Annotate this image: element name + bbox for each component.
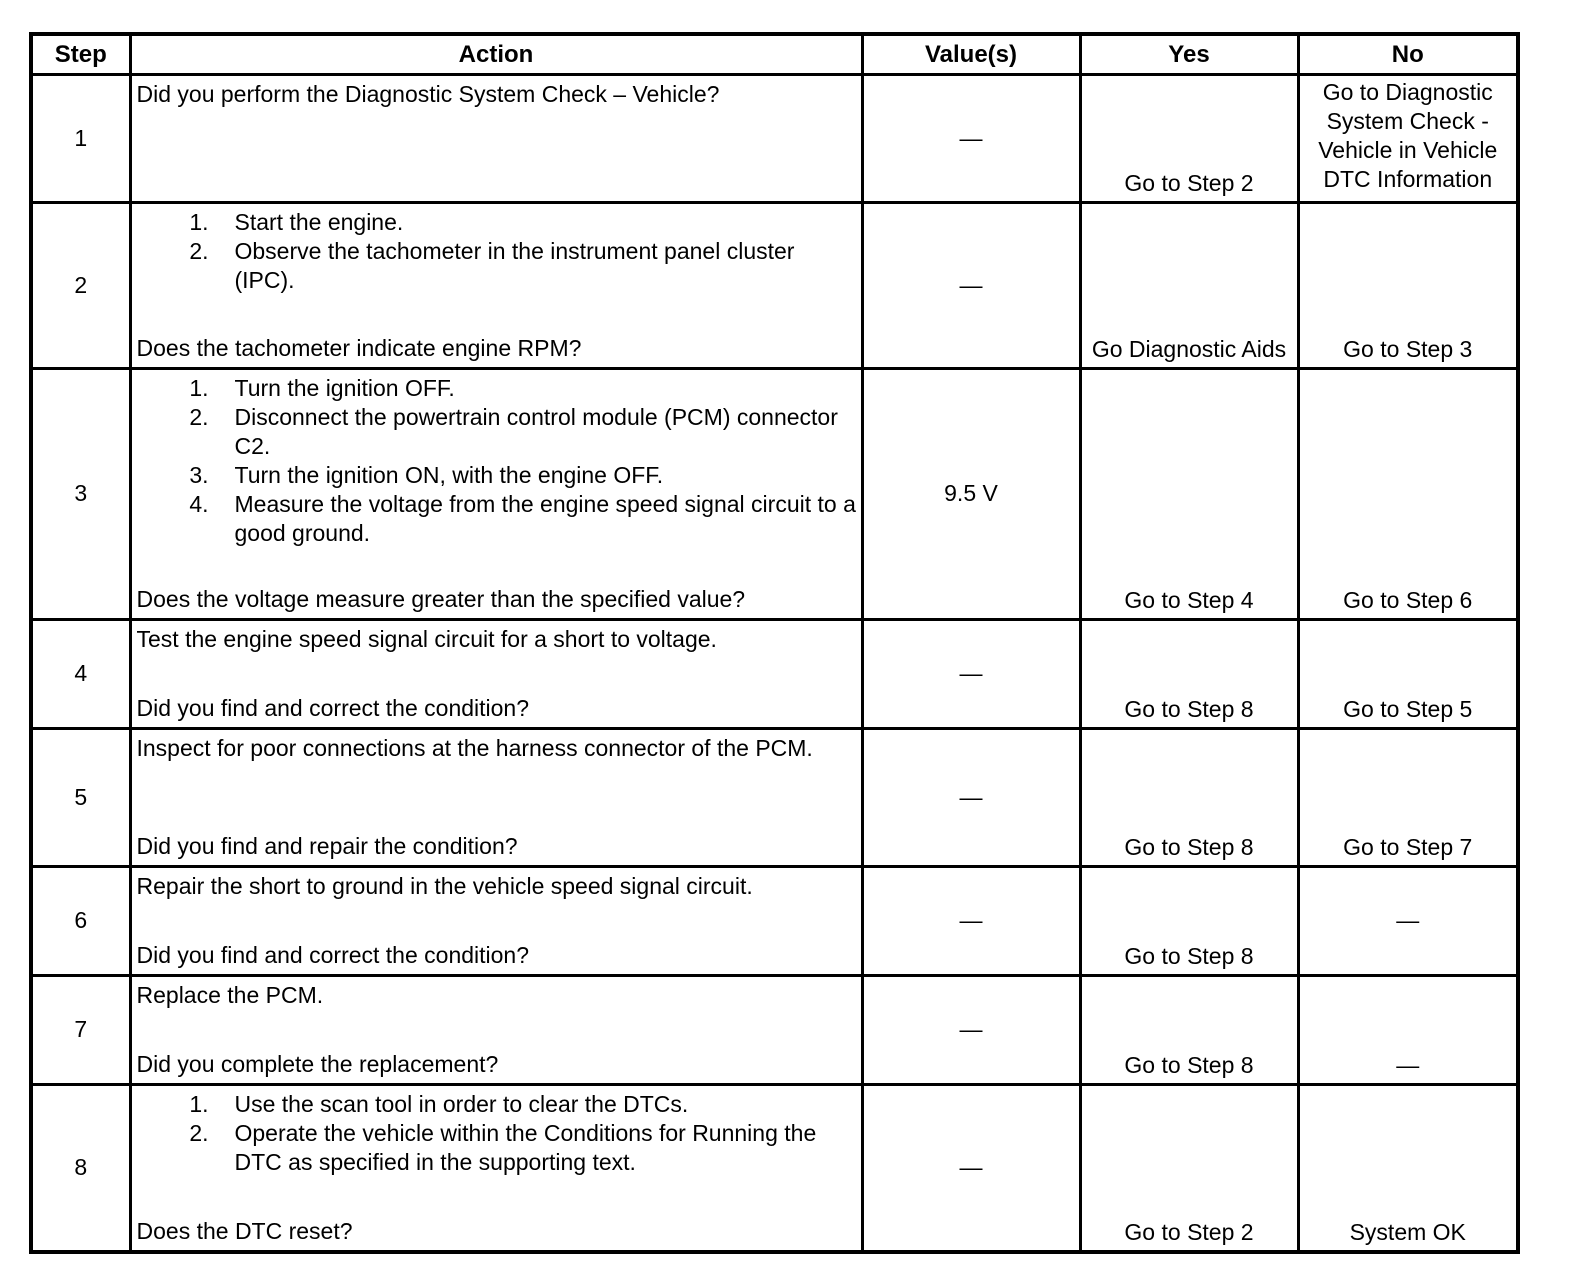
action-text: Replace the PCM. [136, 981, 324, 1008]
value-cell: — [862, 975, 1080, 1084]
action-content [137, 981, 857, 1079]
action-content [137, 374, 857, 614]
table-row [31, 74, 1518, 202]
header-yes: Yes [1080, 34, 1298, 74]
table-row [31, 619, 1518, 728]
yes-cell: Go to Step 8 [1080, 619, 1298, 728]
header-values: Value(s) [862, 34, 1080, 74]
list-item [137, 403, 857, 461]
no-cell: Go to Diagnostic System Check - Vehicle in Vehicle DTC Information [1298, 74, 1518, 202]
action-question: Does the voltage measure greater than the specified value? [136, 585, 746, 612]
action-steps-list [137, 374, 857, 581]
value-cell: — [862, 1084, 1080, 1252]
list-item-number: 3. [189, 461, 209, 488]
action-content [137, 734, 857, 861]
step-number: 3 [31, 368, 130, 619]
action-cell [130, 368, 862, 619]
table-header [31, 34, 1518, 74]
list-item-number: 2. [189, 237, 209, 264]
yes-cell: Go to Step 8 [1080, 728, 1298, 866]
action-content [137, 872, 857, 970]
header-step: Step [31, 34, 130, 74]
action-cell [130, 202, 862, 368]
list-item-number: 2. [189, 403, 209, 430]
action-text: Inspect for poor connections at the harness connector of the PCM. [136, 734, 813, 761]
no-cell: Go to Step 5 [1298, 619, 1518, 728]
table-row [31, 975, 1518, 1084]
action-steps-list [137, 208, 857, 330]
yes-cell: Go to Step 2 [1080, 74, 1298, 202]
step-number: 4 [31, 619, 130, 728]
no-cell: Go to Step 6 [1298, 368, 1518, 619]
value-cell: — [862, 728, 1080, 866]
step-number: 2 [31, 202, 130, 368]
list-item [137, 237, 857, 295]
action-question: Did you complete the replacement? [136, 1050, 499, 1077]
no-cell: — [1298, 866, 1518, 975]
action-question: Does the DTC reset? [136, 1217, 353, 1244]
value-cell: — [862, 202, 1080, 368]
list-item [137, 208, 857, 237]
action-question: Did you find and correct the condition? [136, 941, 530, 968]
no-cell: Go to Step 7 [1298, 728, 1518, 866]
action-content [137, 625, 857, 723]
table-body [31, 74, 1518, 1252]
action-question: Does the tachometer indicate engine RPM? [136, 334, 582, 361]
action-cell [130, 1084, 862, 1252]
list-item [137, 1090, 857, 1119]
header-no: No [1298, 34, 1518, 74]
action-cell [130, 619, 862, 728]
no-cell: System OK [1298, 1084, 1518, 1252]
value-cell: — [862, 866, 1080, 975]
no-cell: Go to Step 3 [1298, 202, 1518, 368]
step-number: 7 [31, 975, 130, 1084]
list-item-text: Operate the vehicle within the Conditions for Running the DTC as specified in the supporting text. [234, 1119, 817, 1175]
step-number: 6 [31, 866, 130, 975]
list-item-text: Turn the ignition OFF. [234, 374, 455, 401]
action-cell [130, 975, 862, 1084]
list-item-number: 1. [189, 374, 209, 401]
list-item-number: 1. [189, 208, 209, 235]
list-item [137, 490, 857, 548]
table-row [31, 368, 1518, 619]
list-item-number: 2. [189, 1119, 209, 1146]
action-text: Did you perform the Diagnostic System Check – Vehicle? [136, 80, 720, 107]
action-cell [130, 74, 862, 202]
action-text: Test the engine speed signal circuit for a short to voltage. [136, 625, 717, 652]
step-number: 8 [31, 1084, 130, 1252]
value-cell: — [862, 619, 1080, 728]
action-steps-list [137, 1090, 857, 1213]
action-content [137, 208, 857, 363]
yes-cell: Go to Step 2 [1080, 1084, 1298, 1252]
list-item-text: Observe the tachometer in the instrument panel cluster (IPC). [234, 237, 795, 293]
list-item-text: Start the engine. [234, 208, 404, 235]
value-cell: — [862, 74, 1080, 202]
action-cell [130, 866, 862, 975]
action-text: Repair the short to ground in the vehicle speed signal circuit. [136, 872, 753, 899]
action-content [137, 80, 857, 197]
list-item [137, 374, 857, 403]
table-row [31, 202, 1518, 368]
diagnostic-table [29, 32, 1520, 1254]
list-item [137, 461, 857, 490]
no-cell: — [1298, 975, 1518, 1084]
action-question: Did you find and repair the condition? [136, 832, 518, 859]
table-row [31, 728, 1518, 866]
list-item-text: Turn the ignition ON, with the engine OFF. [234, 461, 664, 488]
list-item [137, 1119, 857, 1177]
list-item-number: 4. [189, 490, 209, 517]
yes-cell: Go to Step 4 [1080, 368, 1298, 619]
value-cell: 9.5 V [862, 368, 1080, 619]
step-number: 1 [31, 74, 130, 202]
yes-cell: Go to Step 8 [1080, 866, 1298, 975]
yes-cell: Go Diagnostic Aids [1080, 202, 1298, 368]
action-cell [130, 728, 862, 866]
list-item-number: 1. [189, 1090, 209, 1117]
action-question: Did you find and correct the condition? [136, 694, 530, 721]
table-row [31, 866, 1518, 975]
step-number: 5 [31, 728, 130, 866]
list-item-text: Measure the voltage from the engine speed signal circuit to a good ground. [234, 490, 856, 546]
list-item-text: Use the scan tool in order to clear the DTCs. [234, 1090, 689, 1117]
header-row [31, 34, 1518, 74]
table-row [31, 1084, 1518, 1252]
yes-cell: Go to Step 8 [1080, 975, 1298, 1084]
header-action: Action [130, 34, 862, 74]
action-content [137, 1090, 857, 1246]
list-item-text: Disconnect the powertrain control module (PCM) connector C2. [234, 403, 838, 459]
